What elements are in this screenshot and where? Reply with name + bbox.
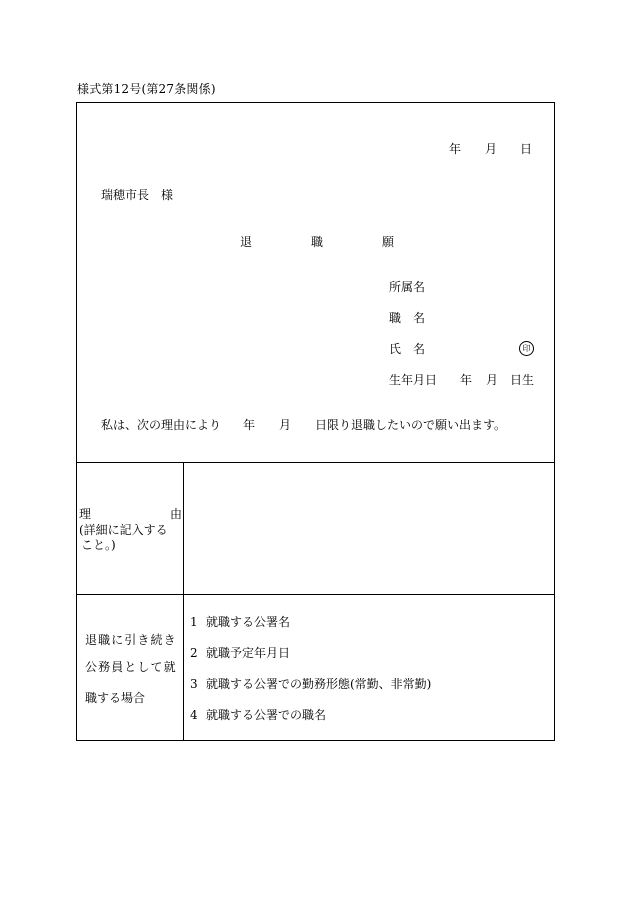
statement-suffix: 日限り退職したいので願い出ます。 bbox=[315, 418, 507, 432]
statement-prefix: 私は、次の理由により bbox=[101, 418, 222, 432]
resignation-form bbox=[76, 102, 555, 741]
reemployment-item-4-number: 4 bbox=[190, 708, 198, 722]
reemployment-item-3-number: 3 bbox=[190, 677, 198, 691]
reemployment-item-3-text: 就職する公署での勤務形態(常勤、非常勤) bbox=[206, 677, 432, 691]
reemployment-item-4-text: 就職する公署での職名 bbox=[206, 708, 327, 722]
column-divider bbox=[183, 462, 184, 740]
divider-reemployment-top bbox=[77, 594, 554, 595]
birth-year-label: 年 bbox=[460, 373, 473, 387]
title-char-1: 退 bbox=[240, 235, 253, 249]
addressee: 瑞穂市長 様 bbox=[101, 188, 174, 202]
birth-month-label: 月 bbox=[486, 373, 499, 387]
reemployment-item-1-text: 就職する公署名 bbox=[206, 615, 291, 629]
position-label: 職 名 bbox=[389, 311, 426, 325]
reason-note-line2: こと。) bbox=[81, 538, 116, 552]
reemployment-item-1-number: 1 bbox=[190, 615, 198, 629]
reemployment-item-2-number: 2 bbox=[190, 646, 198, 660]
reason-note-line1: (詳細に記入する bbox=[79, 523, 168, 537]
reemployment-label-line2: 公務員として就 bbox=[85, 660, 177, 674]
reason-label-right: 由 bbox=[169, 507, 182, 521]
name-label: 氏 名 bbox=[389, 342, 426, 356]
affiliation-label: 所属名 bbox=[389, 280, 426, 294]
reason-label-left: 理 bbox=[79, 507, 92, 521]
title-char-3: 願 bbox=[382, 235, 395, 249]
reason-label bbox=[79, 508, 182, 520]
reemployment-label-line3: 職する場合 bbox=[85, 691, 146, 705]
reason-input-area[interactable] bbox=[187, 466, 549, 590]
birthdate-label: 生年月日 bbox=[389, 373, 438, 387]
title-char-2: 職 bbox=[311, 235, 324, 249]
reemployment-item-2-text: 就職予定年月日 bbox=[206, 646, 291, 660]
birth-day-label: 日生 bbox=[510, 373, 535, 387]
date-month-label: 月 bbox=[485, 142, 498, 156]
divider-reason-top bbox=[77, 462, 554, 463]
statement-month: 月 bbox=[279, 418, 292, 432]
date-year-label: 年 bbox=[449, 142, 462, 156]
form-number: 様式第12号(第27条関係) bbox=[77, 82, 216, 96]
reemployment-label-line1: 退職に引き続き bbox=[85, 633, 177, 647]
seal-mark: 印 bbox=[519, 341, 534, 356]
date-day-label: 日 bbox=[520, 142, 533, 156]
statement-year: 年 bbox=[243, 418, 256, 432]
